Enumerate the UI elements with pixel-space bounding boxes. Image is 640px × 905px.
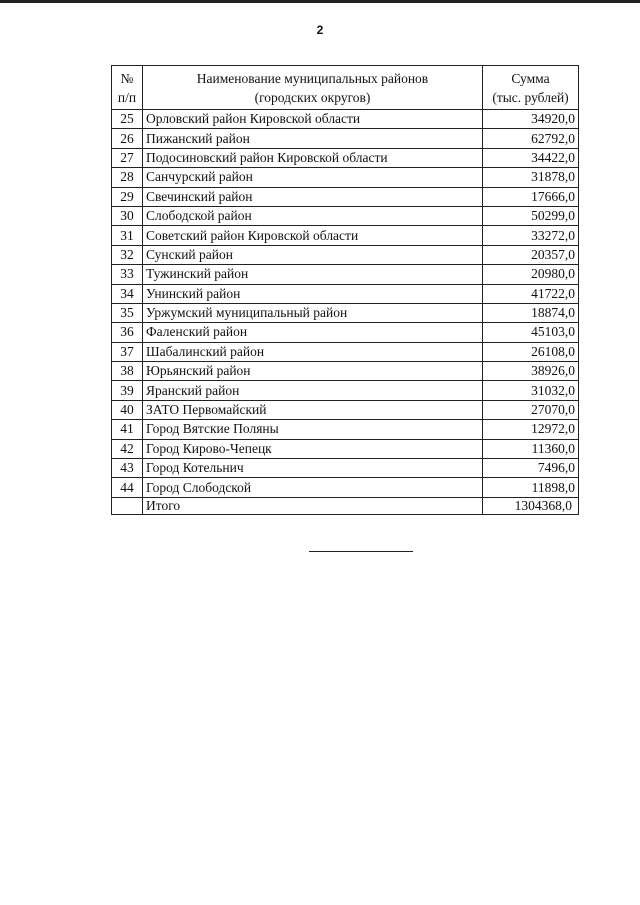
table-row — [112, 284, 579, 303]
header-name-line1: Наименование муниципальных районов — [196, 70, 429, 86]
table-row — [112, 226, 579, 245]
table-header — [112, 66, 579, 110]
header-sum — [483, 66, 579, 110]
table-row — [112, 459, 579, 478]
row-number: 33 — [112, 265, 143, 284]
total-label: Итого — [143, 497, 483, 514]
district-name: Пижанский район — [143, 129, 483, 148]
district-name: Советский район Кировской области — [143, 226, 483, 245]
row-number: 38 — [112, 362, 143, 381]
amount: 18874,0 — [483, 303, 579, 322]
amount: 34422,0 — [483, 148, 579, 167]
district-name: Шабалинский район — [143, 342, 483, 361]
amount: 45103,0 — [483, 323, 579, 342]
district-name: Тужинский район — [143, 265, 483, 284]
district-name: Город Вятские Поляны — [143, 420, 483, 439]
header-sum-line1: Сумма — [511, 70, 550, 86]
allocation-table — [111, 65, 579, 515]
row-number: 30 — [112, 206, 143, 225]
amount: 26108,0 — [483, 342, 579, 361]
page-number: 2 — [316, 23, 324, 37]
district-name: Юрьянский район — [143, 362, 483, 381]
district-name: Фаленский район — [143, 323, 483, 342]
row-number: 25 — [112, 110, 143, 129]
closing-line — [309, 551, 413, 552]
amount: 31032,0 — [483, 381, 579, 400]
top-border-line — [0, 0, 640, 3]
table-row — [112, 323, 579, 342]
district-name: Санчурский район — [143, 168, 483, 187]
amount: 20980,0 — [483, 265, 579, 284]
table-row — [112, 400, 579, 419]
table-row — [112, 168, 579, 187]
table-row — [112, 148, 579, 167]
table-row — [112, 381, 579, 400]
table-row — [112, 420, 579, 439]
row-number: 37 — [112, 342, 143, 361]
amount: 33272,0 — [483, 226, 579, 245]
row-number: 36 — [112, 323, 143, 342]
amount: 31878,0 — [483, 168, 579, 187]
table-row — [112, 245, 579, 264]
row-number: 44 — [112, 478, 143, 497]
table-row — [112, 362, 579, 381]
total-row — [112, 497, 579, 514]
table-row — [112, 206, 579, 225]
header-sum-line2: (тыс. рублей) — [492, 89, 569, 105]
district-name: Унинский район — [143, 284, 483, 303]
table-row — [112, 265, 579, 284]
header-num-line1: № — [120, 70, 134, 86]
district-name: Яранский район — [143, 381, 483, 400]
row-number: 29 — [112, 187, 143, 206]
table-row — [112, 129, 579, 148]
district-name: Подосиновский район Кировской области — [143, 148, 483, 167]
table-row — [112, 187, 579, 206]
amount: 11360,0 — [483, 439, 579, 458]
amount: 34920,0 — [483, 110, 579, 129]
amount: 50299,0 — [483, 206, 579, 225]
district-name: Сунский район — [143, 245, 483, 264]
row-number: 27 — [112, 148, 143, 167]
amount: 7496,0 — [483, 459, 579, 478]
amount: 41722,0 — [483, 284, 579, 303]
table-row — [112, 303, 579, 322]
row-number: 31 — [112, 226, 143, 245]
amount: 11898,0 — [483, 478, 579, 497]
row-number: 41 — [112, 420, 143, 439]
amount: 62792,0 — [483, 129, 579, 148]
district-name: Орловский район Кировской области — [143, 110, 483, 129]
table-row — [112, 342, 579, 361]
district-name: Свечинский район — [143, 187, 483, 206]
table-row — [112, 478, 579, 497]
amount: 20357,0 — [483, 245, 579, 264]
row-number: 40 — [112, 400, 143, 419]
header-num-line2: п/п — [117, 89, 137, 105]
district-name: Слободской район — [143, 206, 483, 225]
amount: 38926,0 — [483, 362, 579, 381]
row-number: 34 — [112, 284, 143, 303]
row-number: 26 — [112, 129, 143, 148]
amount: 12972,0 — [483, 420, 579, 439]
header-name-line2: (городских округов) — [254, 89, 371, 105]
amount: 17666,0 — [483, 187, 579, 206]
table-row — [112, 110, 579, 129]
table-row — [112, 439, 579, 458]
row-number: 42 — [112, 439, 143, 458]
table-footer — [112, 497, 579, 514]
district-name: Город Кирово-Чепецк — [143, 439, 483, 458]
amount: 27070,0 — [483, 400, 579, 419]
row-number: 32 — [112, 245, 143, 264]
header-num — [112, 66, 143, 110]
row-number: 35 — [112, 303, 143, 322]
row-number: 43 — [112, 459, 143, 478]
header-name — [143, 66, 483, 110]
district-name: ЗАТО Первомайский — [143, 400, 483, 419]
row-number: 28 — [112, 168, 143, 187]
row-number: 39 — [112, 381, 143, 400]
total-sum: 1304368,0 — [483, 497, 579, 514]
district-name: Город Слободской — [143, 478, 483, 497]
header-row — [112, 66, 579, 110]
total-num-cell — [112, 497, 143, 514]
district-name: Город Котельнич — [143, 459, 483, 478]
district-name: Уржумский муниципальный район — [143, 303, 483, 322]
table-body — [112, 110, 579, 498]
